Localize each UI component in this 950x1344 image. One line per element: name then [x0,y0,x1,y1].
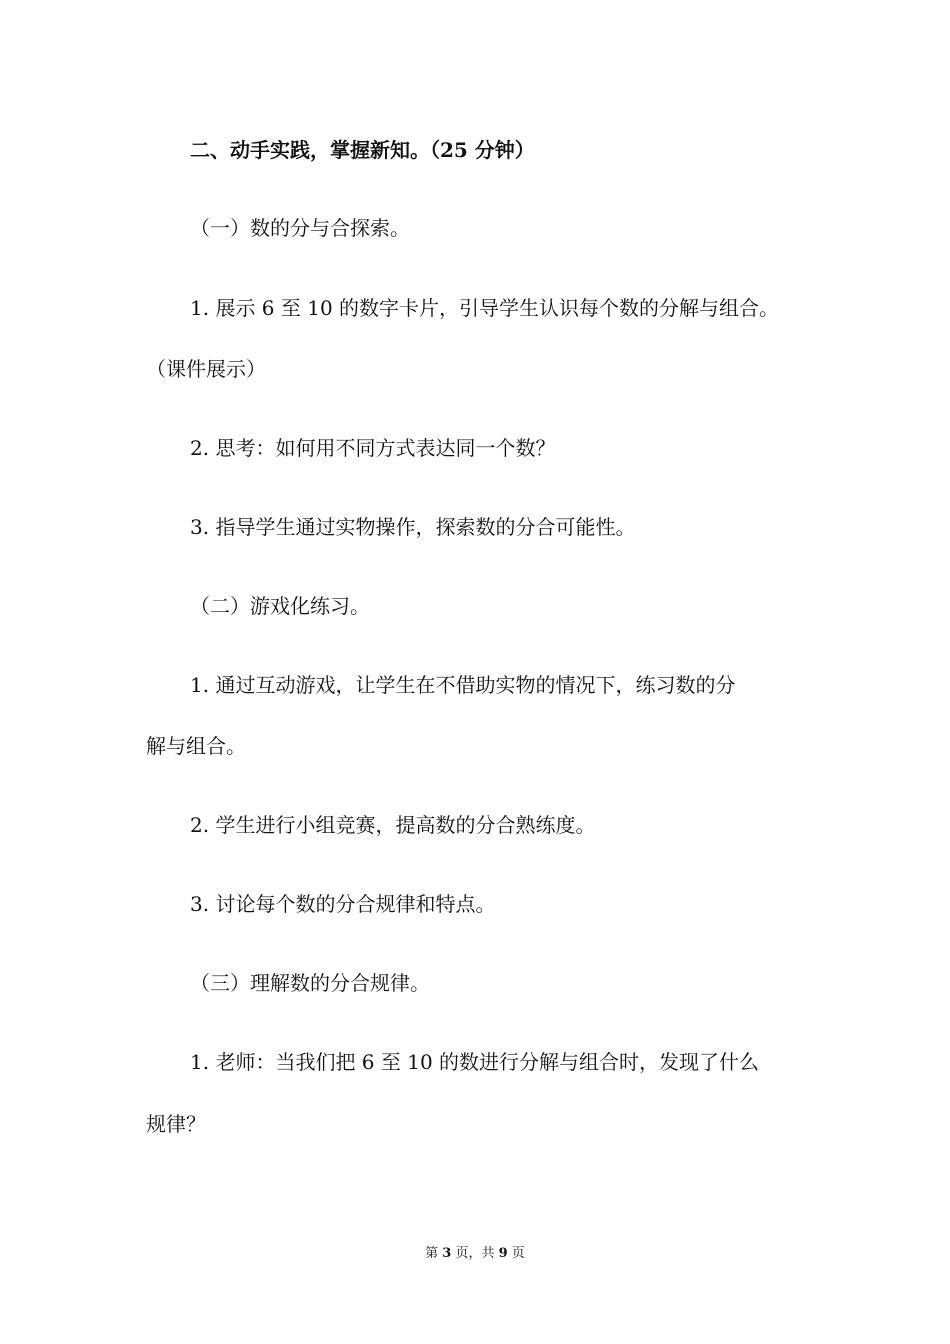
paragraph-line: 规律？ [146,1112,206,1136]
paragraph-line: 3. 指导学生通过实物操作，探索数的分合可能性。 [190,515,636,539]
paragraph-line: 1. 通过互动游戏，让学生在不借助实物的情况下，练习数的分 [190,673,736,697]
paragraph-line: 1. 老师：当我们把 6 至 10 的数进行分解与组合时，发现了什么 [190,1050,760,1074]
paragraph-line: 2. 思考：如何用不同方式表达同一个数？ [190,436,556,460]
paragraph-line: 2. 学生进行小组竞赛，提高数的分合熟练度。 [190,813,596,837]
footer-total-pages: 9 [498,1246,508,1261]
section-heading: 二、动手实践，掌握新知。（25 分钟） [190,138,535,162]
footer-prefix: 第 [425,1246,439,1261]
subsection-title-1: （一）数的分与合探索。 [190,216,410,240]
subsection-title-3: （三）理解数的分合规律。 [190,971,430,995]
paragraph-line: 1. 展示 6 至 10 的数字卡片，引导学生认识每个数的分解与组合。 [190,296,780,320]
footer-middle: 页，共 [455,1246,495,1261]
paragraph-line: 3. 讨论每个数的分合规律和特点。 [190,892,496,916]
paragraph-line: （课件展示） [146,357,266,381]
footer-suffix: 页 [511,1246,525,1261]
page-footer [0,1245,950,1263]
footer-current-page: 3 [442,1246,452,1261]
subsection-title-2: （二）游戏化练习。 [190,594,370,618]
paragraph-line: 解与组合。 [146,734,246,758]
